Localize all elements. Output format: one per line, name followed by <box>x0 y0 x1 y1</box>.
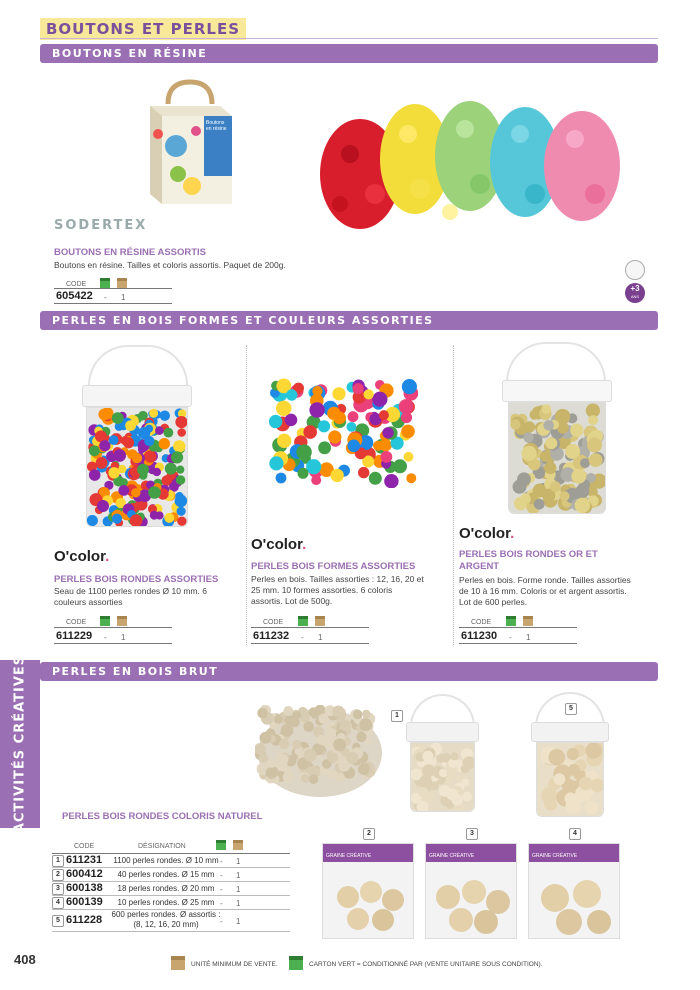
product-image-bag-4 <box>528 843 620 939</box>
code-divider <box>251 627 369 628</box>
image-number-label: 3 <box>466 828 478 840</box>
table-header-code: CODE <box>74 843 95 850</box>
carton-kraft-icon <box>170 956 186 976</box>
brand-ocolor-logo: O'color. <box>54 548 110 565</box>
row-number: 1 <box>52 855 64 867</box>
product-desc-resine: Boutons en résine. Tailles et coloris assortis. Paquet de 200g. <box>54 260 286 270</box>
code-label: CODE <box>66 281 87 288</box>
page-title: BOUTONS ET PERLES <box>40 18 246 40</box>
row-dash: - <box>220 857 223 866</box>
code-label: CODE <box>471 619 492 626</box>
carton-kraft-icon <box>314 614 326 632</box>
section-header-resine: BOUTONS EN RÉSINE <box>40 44 658 63</box>
product-desc: Seau de 1100 perles rondes Ø 10 mm. 6 couleurs assorties <box>54 586 207 607</box>
row-qty: 1 <box>236 885 241 894</box>
carton-vert-icon <box>99 614 111 632</box>
image-number-label: 4 <box>569 828 581 840</box>
product-image-bucket-gold-silver <box>500 342 615 517</box>
age-badge-text: +3 <box>630 284 640 293</box>
product-desc: Perles en bois. Tailles assorties : 12, 16, 20 et 25 mm. 10 formes assorties. 6 coloris assortis. Lot de 500g. <box>251 574 424 606</box>
product-desc: Perles en bois. Forme ronde. Tailles assorties de 10 à 16 mm. Coloris or et argent assortis. Lot de 600 perles. <box>459 575 631 607</box>
carton-kraft-icon <box>116 614 128 632</box>
row-code: 611231 <box>66 854 103 866</box>
code-divider <box>54 288 172 289</box>
product-code: 611229 <box>56 630 93 642</box>
code-qty: 1 <box>121 293 126 302</box>
product-title: PERLES BOIS RONDES ASSORTIES <box>54 574 219 585</box>
table-row <box>52 854 290 868</box>
section-header-brut: PERLES EN BOIS BRUT <box>40 662 658 681</box>
side-category-label: ACTIVITÉS CRÉATIVES <box>12 654 28 834</box>
code-divider <box>54 643 172 644</box>
row-number: 2 <box>52 869 64 881</box>
product-image-shapes-beads <box>268 378 418 488</box>
product-image-bucket-natural-1 <box>405 694 480 814</box>
product-title-brut: PERLES BOIS RONDES COLORIS NATUREL <box>62 811 263 822</box>
product-image-bag-2 <box>322 843 414 939</box>
bag-brand-label: GRAINE CRÉATIVE <box>532 853 578 859</box>
bag-brand-label: GRAINE CRÉATIVE <box>326 853 372 859</box>
row-code: 600138 <box>66 882 103 894</box>
row-designation: 600 perles rondes. Ø assortis : (8, 12, 16, 20 mm) <box>111 910 221 929</box>
code-dash: - <box>509 633 512 642</box>
product-image-bucket-natural-5 <box>530 692 610 820</box>
product-image-bucket-colored <box>80 345 195 530</box>
row-designation: 40 perles rondes. Ø 15 mm <box>117 870 215 879</box>
image-number-label: 2 <box>363 828 375 840</box>
carton-vert-icon <box>505 614 517 632</box>
row-number: 5 <box>52 915 64 927</box>
carton-kraft-icon <box>522 614 534 632</box>
carton-vert-icon <box>297 614 309 632</box>
row-code: 611228 <box>66 914 103 926</box>
carton-vert-icon <box>288 956 304 976</box>
code-divider <box>54 303 172 304</box>
brand-ocolor-logo: O'color. <box>459 525 515 542</box>
product-code-resine: 605422 <box>56 290 93 302</box>
code-dash: - <box>104 293 107 302</box>
title-divider <box>40 38 658 39</box>
product-image-resin-buttons <box>320 94 630 234</box>
row-number: 3 <box>52 883 64 895</box>
row-number: 4 <box>52 897 64 909</box>
row-qty: 1 <box>236 857 241 866</box>
product-title: PERLES BOIS RONDES OR ET ARGENT <box>459 549 598 572</box>
brand-ocolor-logo: O'color. <box>251 536 307 553</box>
page-number: 408 <box>14 952 36 967</box>
product-title: PERLES BOIS FORMES ASSORTIES <box>251 561 416 572</box>
code-divider <box>54 627 172 628</box>
row-designation: 10 perles rondes. Ø 25 mm <box>117 898 215 907</box>
product-image-button-box <box>140 76 240 206</box>
row-code: 600139 <box>66 896 103 908</box>
code-divider <box>251 643 369 644</box>
code-dash: - <box>301 633 304 642</box>
footer-carton-legend: CARTON VERT = CONDITIONNÉ PAR (VENTE UNITAIRE SOUS CONDITION). <box>309 961 543 968</box>
box-label: Boutons en résine <box>206 120 227 132</box>
product-title-resine: BOUTONS EN RÉSINE ASSORTIS <box>54 247 207 258</box>
row-dash: - <box>220 871 223 880</box>
code-qty: 1 <box>121 633 126 642</box>
code-divider <box>459 627 577 628</box>
row-designation: 1100 perles rondes. Ø 10 mm <box>113 856 219 865</box>
row-dash: - <box>220 899 223 908</box>
code-divider <box>459 643 577 644</box>
table-row <box>52 882 290 896</box>
product-image-natural-beads-pile <box>255 705 385 800</box>
row-qty: 1 <box>236 871 241 880</box>
image-number-label: 5 <box>565 703 577 715</box>
age-badge-sub: ANS <box>630 294 640 299</box>
product-code: 611232 <box>253 630 290 642</box>
table-row <box>52 910 290 932</box>
column-divider <box>453 345 454 645</box>
safety-icon <box>625 260 645 280</box>
row-code: 600412 <box>66 868 103 880</box>
row-dash: - <box>220 917 223 926</box>
row-dash: - <box>220 885 223 894</box>
code-qty: 1 <box>318 633 323 642</box>
image-number-label: 1 <box>391 710 403 722</box>
code-qty: 1 <box>526 633 531 642</box>
age-badge-icon <box>625 283 645 303</box>
brand-sodertex-logo: SODERTEX <box>54 218 148 233</box>
code-label: CODE <box>66 619 87 626</box>
code-dash: - <box>104 633 107 642</box>
product-image-bag-3 <box>425 843 517 939</box>
section-header-perles-bois: PERLES EN BOIS FORMES ET COULEURS ASSORTIES <box>40 311 658 330</box>
carton-kraft-icon <box>116 276 128 294</box>
carton-vert-icon <box>99 276 111 294</box>
footer-unit-legend: UNITÉ MINIMUM DE VENTE. <box>191 961 278 968</box>
product-code: 611230 <box>461 630 498 642</box>
bag-brand-label: GRAINE CRÉATIVE <box>429 853 475 859</box>
row-qty: 1 <box>236 917 241 926</box>
code-label: CODE <box>263 619 284 626</box>
table-row <box>52 868 290 882</box>
table-header-designation: DÉSIGNATION <box>138 843 186 850</box>
row-qty: 1 <box>236 899 241 908</box>
product-table-brut <box>52 840 290 932</box>
column-divider <box>246 345 247 645</box>
row-designation: 18 perles rondes. Ø 20 mm <box>117 884 215 893</box>
table-row <box>52 896 290 910</box>
